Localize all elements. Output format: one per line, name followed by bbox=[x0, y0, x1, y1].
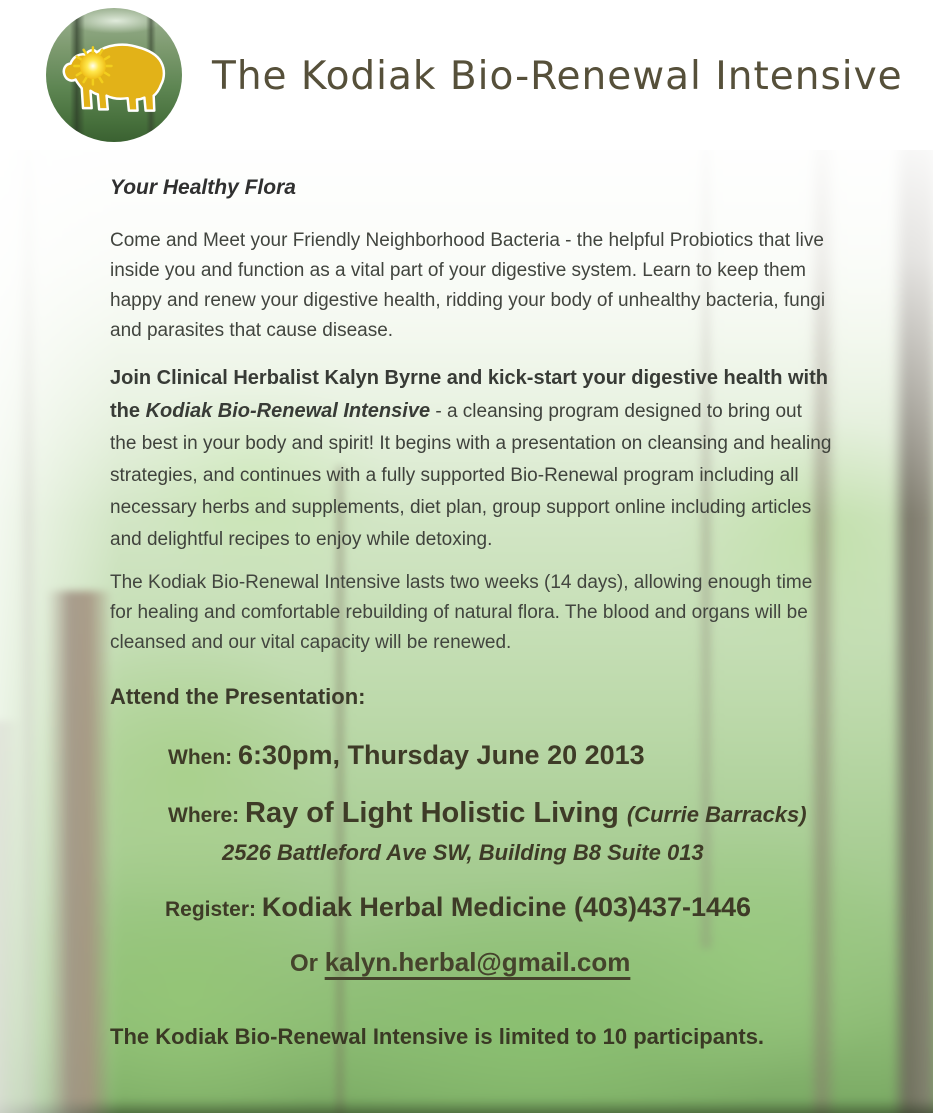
flyer-title: The Kodiak Bio-Renewal Intensive bbox=[212, 54, 903, 99]
where-value: Ray of Light Holistic Living bbox=[245, 797, 627, 829]
where-label: Where: bbox=[168, 804, 246, 827]
sun-icon bbox=[80, 53, 106, 79]
register-line bbox=[165, 892, 933, 923]
address-line: 2526 Battleford Ave SW, Building B8 Suite 013 bbox=[222, 840, 704, 865]
register-value: Kodiak Herbal Medicine (403)437-1446 bbox=[261, 892, 752, 922]
program-paragraph-lead: Join Clinical Herbalist Kalyn Byrne and kick-start your digestive health with the bbox=[110, 367, 828, 422]
program-name: Kodiak Bio-Renewal Intensive bbox=[145, 400, 431, 422]
attend-heading: Attend the Presentation: bbox=[110, 684, 366, 709]
program-paragraph-rest: - a cleansing program designed to bring out the best in your body and spirit! It begins with a presentation on cleansing and healing strategies, and continues with a fully supported Bio-Renewal program including all necessary herbs and supplements, diet plan, group support online including articles and delightful recipes to enjoy while detoxing. bbox=[110, 401, 832, 550]
intro-heading: Your Healthy Flora bbox=[110, 176, 296, 199]
where-line bbox=[168, 797, 933, 830]
kodiak-bear-logo-icon bbox=[46, 8, 182, 142]
program-paragraph bbox=[110, 362, 832, 556]
flyer-content bbox=[0, 150, 933, 1113]
or-label: Or bbox=[290, 950, 325, 977]
duration-paragraph: The Kodiak Bio-Renewal Intensive lasts two weeks (14 days), allowing enough time for healing and comfortable rebuilding of natural flora. The blood and organs will be cleansed and our vital capacity will be renewed. bbox=[110, 572, 813, 653]
when-value: 6:30pm, Thursday June 20 2013 bbox=[237, 740, 645, 770]
bear-sun-icon bbox=[52, 30, 176, 123]
flyer-body bbox=[0, 150, 933, 1113]
when-label: When: bbox=[168, 746, 238, 769]
where-note: (Currie Barracks) bbox=[626, 802, 807, 827]
flyer-header bbox=[0, 0, 933, 150]
when-line bbox=[168, 740, 933, 771]
email-line bbox=[290, 947, 933, 978]
email-link[interactable]: kalyn.herbal@gmail.com bbox=[324, 947, 631, 977]
participant-limit-note: The Kodiak Bio-Renewal Intensive is limited to 10 participants. bbox=[110, 1024, 765, 1049]
register-label: Register: bbox=[165, 898, 262, 921]
intro-paragraph: Come and Meet your Friendly Neighborhood Bacteria - the helpful Probiotics that live inside you and function as a vital part of your digestive system. Learn to keep them happy and renew your digestive health, ridding your body of unhealthy bacteria, fungi and parasites that cause disease. bbox=[110, 230, 826, 341]
